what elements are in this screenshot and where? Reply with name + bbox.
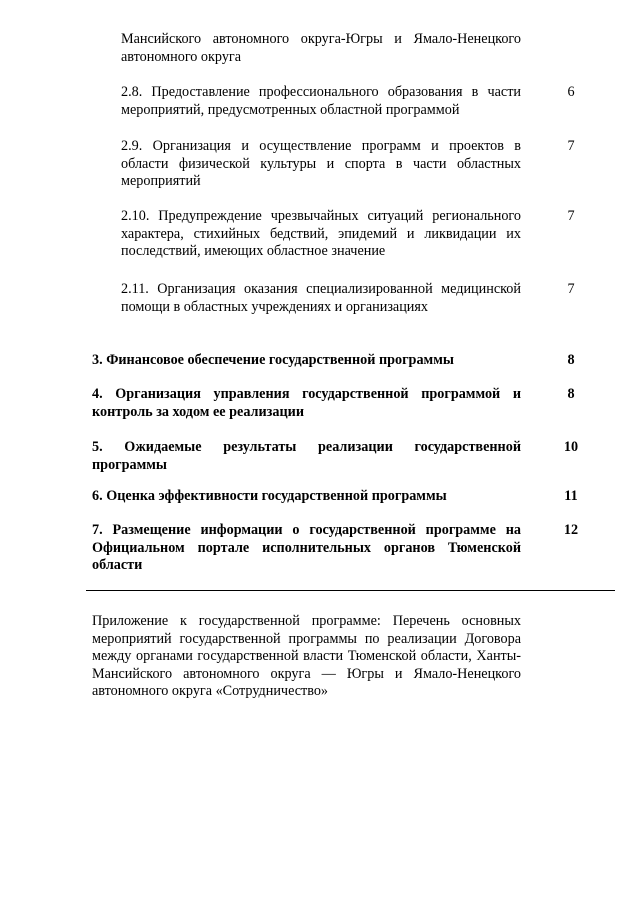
toc-page-number: 11: [564, 488, 578, 504]
toc-section-text: 4. Организация управления государственной программой и контроль за ходом ее реализации: [92, 386, 521, 420]
appendix-note: Приложение к государственной программе: Перечень основных мероприятий государственной программы по реализации Договора между органами государственной власти Тюменской области, Ханты-Мансийского автономного округа — Югры и Ямало-Ненецкого автономного округа «Сотрудничество»: [92, 613, 521, 700]
toc-section-text: 7. Размещение информации о государственной программе на Официальном портале исполнительных органов Тюменской области: [92, 522, 521, 574]
toc-page-number: 8: [567, 386, 575, 402]
toc-page-number: 10: [563, 439, 579, 455]
toc-page-number: 6: [567, 84, 575, 100]
toc-item-text: 2.11. Организация оказания специализированной медицинской помощи в областных учреждениях и организациях: [121, 281, 521, 315]
toc-section-text: 3. Финансовое обеспечение государственной программы: [92, 352, 454, 368]
toc-page-number: 12: [563, 522, 579, 538]
toc-page-number: 8: [567, 352, 575, 368]
toc-page-number: 7: [567, 281, 575, 297]
toc-section-text: 6. Оценка эффективности государственной программы: [92, 488, 447, 504]
toc-section-text: 5. Ожидаемые результаты реализации государственной программы: [92, 439, 521, 473]
toc-item-text: 2.9. Организация и осуществление программ и проектов в области физической культуры и спорта в части областных мероприятий: [121, 138, 521, 190]
toc-page-number: 7: [567, 138, 575, 154]
section-divider: [86, 590, 615, 591]
toc-page-number: 7: [567, 208, 575, 224]
toc-item-text: 2.8. Предоставление профессионального образования в части мероприятий, предусмотренных областной программой: [121, 84, 521, 118]
toc-continuation-text: Мансийского автономного округа-Югры и Ямало-Ненецкого автономного округа: [121, 31, 521, 65]
toc-item-text: 2.10. Предупреждение чрезвычайных ситуаций регионального характера, стихийных бедствий, эпидемий и ликвидации их последствий, имеющих областное значение: [121, 208, 521, 260]
